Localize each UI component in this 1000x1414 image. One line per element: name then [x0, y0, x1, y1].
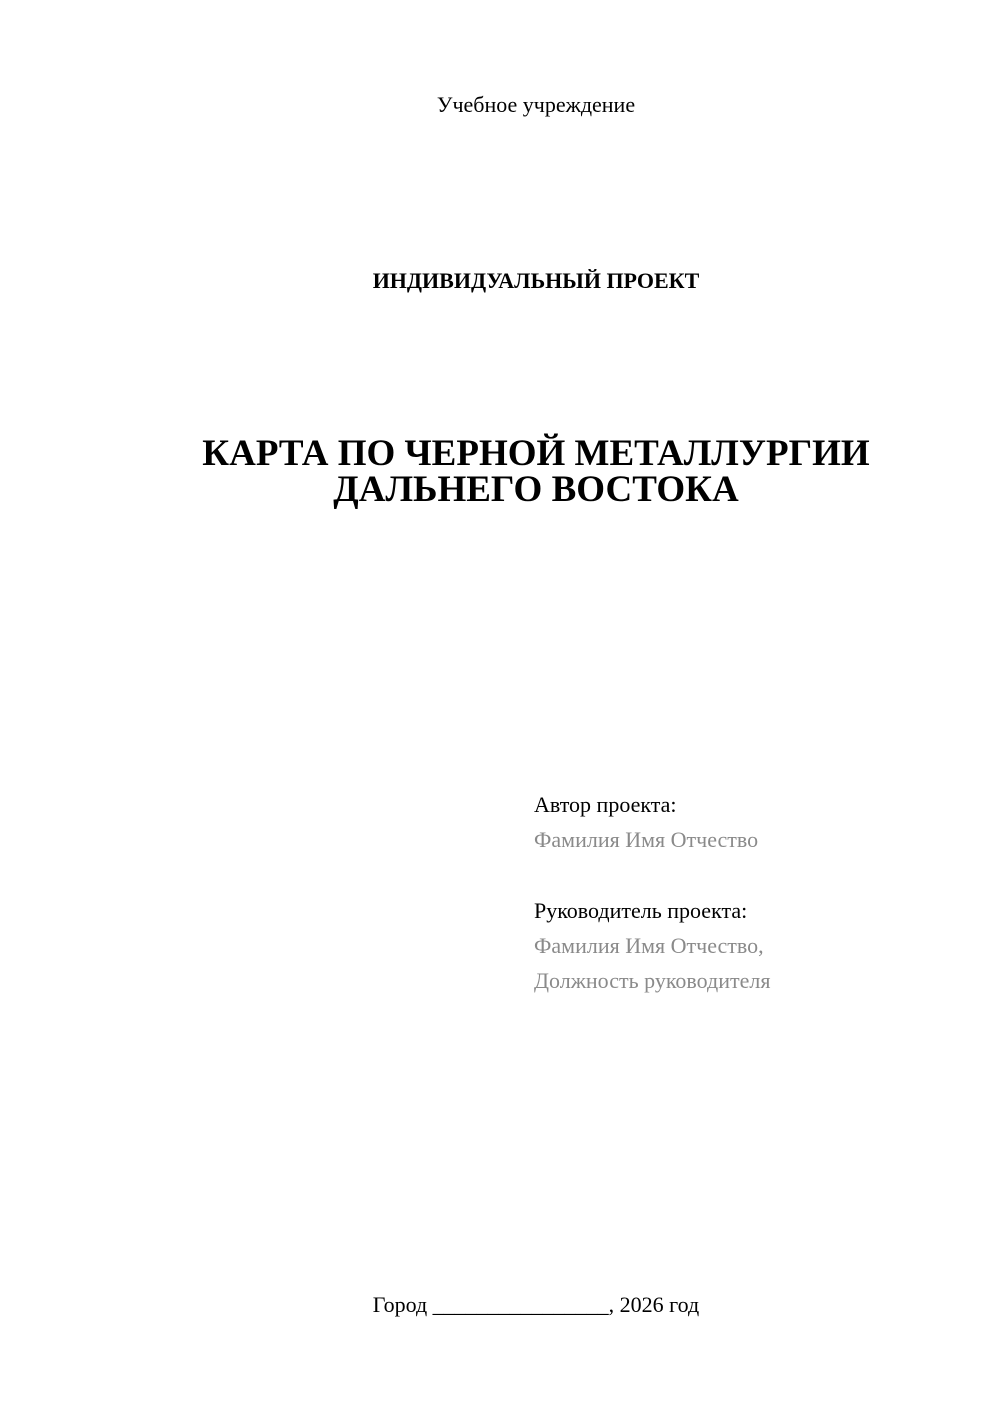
- project-info-block: [534, 787, 770, 998]
- project-type-heading: ИНДИВИДУАЛЬНЫЙ ПРОЕКТ: [372, 268, 700, 293]
- author-label: Автор проекта:: [534, 792, 677, 817]
- supervisor-label: Руководитель проекта:: [534, 898, 748, 923]
- institution-name: Учебное учреждение: [436, 92, 636, 117]
- info-spacer: [534, 857, 770, 893]
- supervisor-position-placeholder: Должность руководителя: [534, 968, 771, 993]
- city-year-line: Город ________________, 2026 год: [372, 1292, 700, 1317]
- author-name-placeholder: Фамилия Имя Отчество: [534, 827, 759, 852]
- supervisor-name-placeholder: Фамилия Имя Отчество,: [534, 933, 764, 958]
- project-title-line-1: КАРТА ПО ЧЕРНОЙ МЕТАЛЛУРГИИ: [202, 433, 870, 474]
- project-title-line-2: ДАЛЬНЕГО ВОСТОКА: [333, 469, 739, 510]
- project-title: [0, 433, 1000, 510]
